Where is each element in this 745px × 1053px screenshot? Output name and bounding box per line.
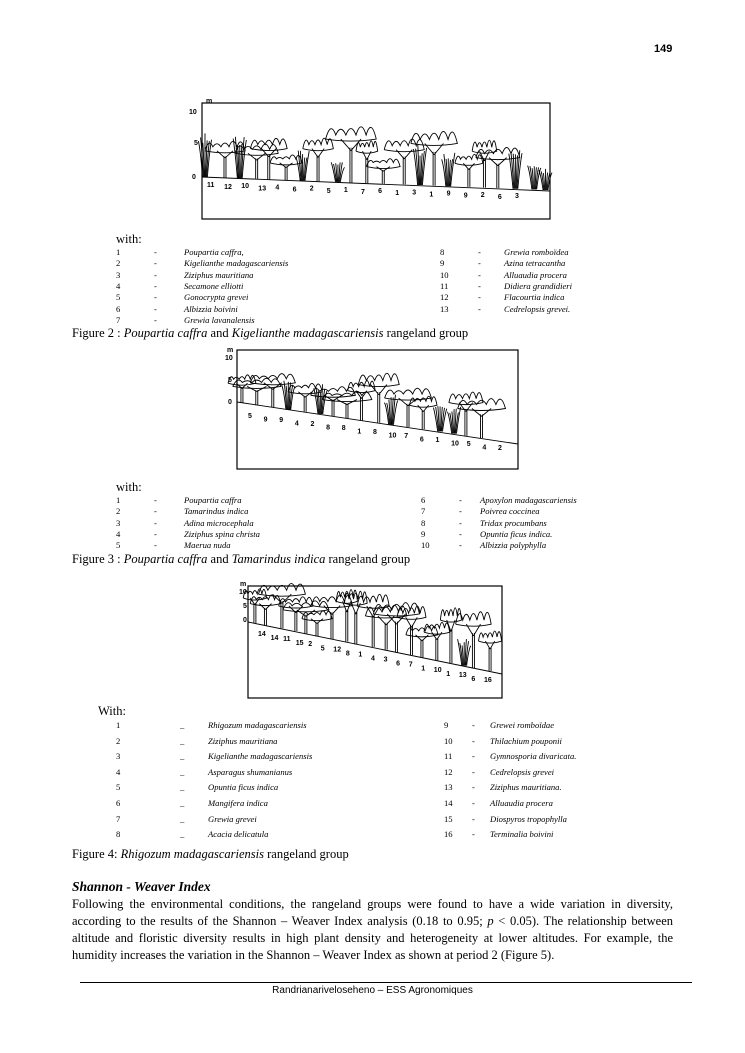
tree-trunk xyxy=(432,632,442,660)
tree-canopy xyxy=(366,159,400,169)
legend-dash: - xyxy=(478,247,481,257)
legend-dash: - xyxy=(472,720,475,730)
legend-dash: - xyxy=(154,303,157,314)
profile-species-number: 7 xyxy=(408,661,413,669)
paragraph-text-2: < 0.05). The relationship between altitude and floristic diversity results in high plant density and heterogeneity at lower altitudes. For example, the humidity increases the variation in the Shannon – Weaver Index as shown at period 2 (Figure 5). xyxy=(72,914,673,962)
legend-dash: - xyxy=(154,506,157,517)
figure-4-caption xyxy=(72,847,349,862)
legend-number: 13 xyxy=(444,782,453,793)
tree-trunk xyxy=(351,603,360,644)
profile-species-number: 9 xyxy=(446,190,451,198)
legend-dash: - xyxy=(459,506,462,517)
profile-species-number: 8 xyxy=(345,650,350,658)
tree-trunk xyxy=(377,167,390,184)
legend-species: Azina tetracantha xyxy=(504,258,566,269)
legend-number: 8 xyxy=(421,517,426,528)
tree-trunk xyxy=(378,616,395,650)
tree-trunk xyxy=(250,598,259,623)
figure-4-profile xyxy=(234,578,504,700)
legend-dash: - xyxy=(478,303,481,314)
tree-trunk xyxy=(472,408,491,438)
figure-2-ground-line xyxy=(202,177,550,191)
legend-dash: - xyxy=(472,813,475,824)
legend-species: Poivrea coccinea xyxy=(480,506,540,517)
tree-trunk xyxy=(343,601,351,641)
profile-species-number: 9 xyxy=(279,417,284,424)
legend-species: Grewia romboïdea xyxy=(504,247,569,257)
tree-canopy xyxy=(478,631,501,643)
tree-canopy xyxy=(326,127,377,141)
profile-species-number: 4 xyxy=(294,420,299,428)
tree-trunk xyxy=(341,139,361,183)
figure-4-tick-5: 5 xyxy=(243,603,247,610)
profile-species-number: 7 xyxy=(404,433,409,440)
legend-number: 7 xyxy=(421,506,426,517)
profile-species-number: 10 xyxy=(451,440,459,448)
legend-dash: _ xyxy=(180,813,185,824)
tree-canopy xyxy=(303,138,334,150)
profile-species-number: 2 xyxy=(309,185,314,193)
figure-4-caption-species-1: Rhigozum madagascariensis xyxy=(120,847,265,861)
legend-dash: - xyxy=(154,517,157,528)
tree-trunk xyxy=(298,392,312,412)
tree-trunk xyxy=(312,149,324,182)
profile-species-number: 1 xyxy=(343,186,348,194)
tree-trunk xyxy=(485,641,494,671)
legend-dash: - xyxy=(472,735,475,746)
tree-trunk xyxy=(489,158,507,189)
tree-canopy xyxy=(411,131,457,145)
tree-trunk xyxy=(459,403,473,436)
profile-species-number: 6 xyxy=(396,660,401,668)
tree-canopy xyxy=(356,141,378,153)
legend-number: 12 xyxy=(440,292,449,303)
legend-species: Opuntia ficus indica xyxy=(208,782,279,793)
profile-species-number: 5 xyxy=(466,441,471,448)
legend-species: Gymnosporia divaricata. xyxy=(490,751,577,762)
profile-species-number: 13 xyxy=(458,671,467,679)
figure-4-caption-suffix: rangeland group xyxy=(264,847,349,861)
profile-species-number: 5 xyxy=(248,413,252,420)
legend-species: Ziziphus mauritiana. xyxy=(490,782,562,793)
tree-trunk xyxy=(217,151,233,178)
legend-number: 3 xyxy=(116,269,121,280)
figure-2-caption-prefix: Figure 2 : xyxy=(72,326,124,340)
profile-species-number: 8 xyxy=(326,424,331,432)
profile-species-number: 1 xyxy=(358,651,363,659)
figure-4-axis-unit: m xyxy=(240,581,247,588)
tree-trunk xyxy=(248,153,265,179)
legend-dash: - xyxy=(472,798,475,808)
legend-species: Thilachium pouponii xyxy=(490,735,562,746)
profile-species-number: 3 xyxy=(515,193,519,200)
figure-4-tick-10: 10 xyxy=(239,589,247,596)
legend-dash: _ xyxy=(180,720,185,730)
legend-number: 1 xyxy=(116,495,121,505)
profile-species-number: 1 xyxy=(435,437,440,444)
tree-trunk xyxy=(324,395,342,416)
tree-canopy xyxy=(455,154,483,165)
legend-dash: - xyxy=(154,247,157,257)
legend-dash: - xyxy=(472,766,475,777)
profile-species-number: 6 xyxy=(497,193,502,201)
profile-species-number: 6 xyxy=(292,186,297,194)
tree-trunk xyxy=(289,606,303,631)
legend-number: 7 xyxy=(116,314,121,325)
tree-canopy xyxy=(424,622,450,634)
legend-species: Grewei romboïdae xyxy=(490,720,555,730)
footer-author: Randrianariveloseheno – ESS Agronomiques xyxy=(272,985,473,996)
legend-number: 10 xyxy=(444,735,453,746)
profile-species-number: 4 xyxy=(371,655,375,663)
legend-number: 16 xyxy=(444,829,453,840)
legend-species: Terminalia boivini xyxy=(490,829,554,840)
legend-dash: _ xyxy=(180,751,185,762)
legend-number: 14 xyxy=(444,798,453,808)
legend-number: 12 xyxy=(444,766,453,777)
legend-dash: - xyxy=(459,528,462,539)
profile-species-number: 6 xyxy=(378,188,383,196)
tree-trunk xyxy=(367,606,380,647)
profile-species-number: 9 xyxy=(463,192,468,200)
figure-2-profile xyxy=(180,95,552,225)
legend-dash: - xyxy=(478,269,481,280)
legend-species: Asparagus shumanianus xyxy=(208,766,293,777)
legend-number: 4 xyxy=(116,528,121,539)
figure-4-with-label: With: xyxy=(98,704,126,718)
profile-species-number: 2 xyxy=(308,641,313,649)
profile-species-number: 10 xyxy=(241,183,249,191)
legend-number: 2 xyxy=(116,735,121,746)
legend-number: 11 xyxy=(440,280,449,291)
profile-species-number: 12 xyxy=(333,646,342,654)
section-paragraph xyxy=(72,896,673,964)
legend-species: Rhigozum madagascariensis xyxy=(208,720,307,730)
legend-species: Albizzia polyphylla xyxy=(480,540,547,551)
legend-dash: _ xyxy=(180,798,185,808)
profile-species-number: 16 xyxy=(484,677,492,684)
legend-dash: - xyxy=(154,540,157,551)
figure-3-caption xyxy=(72,552,410,567)
profile-species-number: 7 xyxy=(361,189,365,196)
profile-species-number: 5 xyxy=(326,187,331,195)
legend-dash: - xyxy=(154,258,157,269)
figure-2-vegetation xyxy=(198,127,552,193)
legend-species: Secamone elliotti xyxy=(184,280,244,291)
legend-number: 2 xyxy=(116,506,121,517)
legend-number: 9 xyxy=(444,720,449,730)
figure-3-profile-numbers xyxy=(248,413,502,452)
legend-number: 6 xyxy=(116,798,121,808)
legend-number: 1 xyxy=(116,247,121,257)
profile-species-number: 5 xyxy=(320,645,325,653)
figure-3-caption-prefix: Figure 3 : xyxy=(72,552,124,566)
legend-species: Apoxylon madagascariensis xyxy=(480,495,577,505)
profile-species-number: 10 xyxy=(388,432,397,440)
legend-species: Kigelianthe madagascariensis xyxy=(208,751,313,762)
legend-species: Albizzia boivini xyxy=(184,303,238,314)
legend-species: Mangifera indica xyxy=(208,798,268,808)
figure-2-tick-10: 10 xyxy=(189,109,197,116)
legend-dash: - xyxy=(154,495,157,505)
legend-dash: - xyxy=(459,540,462,551)
figure-3-tick-10: 10 xyxy=(225,355,233,362)
tree-trunk xyxy=(236,383,247,403)
legend-dash: - xyxy=(478,258,481,269)
figure-2-caption-species-1: Poupartia caffra xyxy=(123,326,208,340)
legend-species: Didiera grandidieri xyxy=(504,280,573,291)
tree-trunk xyxy=(463,163,474,187)
legend-species: Flacourtia indica xyxy=(504,292,565,303)
legend-species: Opuntia ficus indica. xyxy=(480,528,553,539)
figure-4-caption-prefix: Figure 4: xyxy=(72,847,121,861)
legend-dash: _ xyxy=(180,735,185,746)
tree-trunk xyxy=(280,163,293,180)
profile-species-number: 15 xyxy=(295,640,304,648)
figure-2-tick-5: 5 xyxy=(194,140,198,147)
profile-species-number: 14 xyxy=(258,631,266,638)
legend-number: 10 xyxy=(440,269,449,280)
legend-species: Alluaudia procera xyxy=(490,798,553,808)
figure-3-caption-species-1: Poupartia caffra xyxy=(123,552,208,566)
tree-trunk xyxy=(447,620,455,663)
legend-dash: _ xyxy=(180,829,185,840)
legend-dash: - xyxy=(154,269,157,280)
legend-species: Ziziphus spina christa xyxy=(184,528,260,539)
legend-dash: - xyxy=(154,314,157,325)
legend-dash: _ xyxy=(180,782,185,793)
figure-2-with-label: with: xyxy=(116,232,142,246)
legend-species: Diospyros tropophylla xyxy=(490,813,567,824)
profile-species-number: 13 xyxy=(258,185,267,193)
figure-3-profile xyxy=(224,346,520,472)
figure-2-caption xyxy=(72,326,468,341)
profile-species-number: 3 xyxy=(383,656,388,664)
legend-number: 8 xyxy=(116,829,121,840)
footer-rule xyxy=(80,982,692,983)
figure-3-caption-mid: and xyxy=(207,552,232,566)
profile-species-number: 1 xyxy=(446,670,451,678)
profile-species-number: 2 xyxy=(480,191,485,199)
legend-number: 3 xyxy=(116,517,121,528)
legend-species: Grewia grevei xyxy=(208,813,257,824)
profile-species-number: 8 xyxy=(341,425,346,432)
tree-canopy xyxy=(312,595,353,608)
legend-species: Gonocrypta grevei xyxy=(184,292,249,303)
legend-species: Tamarindus indica xyxy=(184,506,249,517)
profile-species-number: 2 xyxy=(498,445,502,452)
legend-number: 11 xyxy=(444,751,453,762)
legend-species: Cedrelopsis grevei xyxy=(490,766,555,777)
tree-trunk xyxy=(247,386,266,405)
profile-species-number: 4 xyxy=(482,444,487,452)
figure-2-profile-numbers xyxy=(207,182,519,201)
legend-species: Kigelianthe madagascariensis xyxy=(184,258,289,269)
legend-species: Acacia delicatula xyxy=(208,829,269,840)
figure-4-tick-0: 0 xyxy=(243,617,247,624)
legend-number: 5 xyxy=(116,782,121,793)
legend-species: Cedrelopsis grevei. xyxy=(504,303,571,314)
profile-species-number: 14 xyxy=(270,635,279,643)
profile-species-number: 8 xyxy=(373,429,377,436)
profile-species-number: 6 xyxy=(419,436,424,444)
profile-species-number: 12 xyxy=(224,184,232,192)
tree-trunk xyxy=(416,635,429,658)
legend-dash: - xyxy=(154,528,157,539)
legend-species: Maerua nuda xyxy=(184,540,231,551)
profile-species-number: 9 xyxy=(263,416,268,424)
tree-canopy xyxy=(279,597,314,608)
legend-number: 4 xyxy=(116,766,121,777)
legend-species: Grewia lavanalensis xyxy=(184,314,255,325)
figure-3-tick-0: 0 xyxy=(228,399,232,406)
figure-4-profile-numbers xyxy=(258,631,492,684)
legend-number: 1 xyxy=(116,720,121,730)
figure-3-with-label: with: xyxy=(116,480,142,494)
legend-species: Alluaudia procera xyxy=(504,269,567,280)
tree-trunk xyxy=(337,400,357,419)
tree-canopy xyxy=(472,140,497,153)
legend-number: 15 xyxy=(444,813,453,824)
legend-dash: - xyxy=(154,280,157,291)
paragraph-text-1: Following the environmental conditions, the rangeland groups were found to have a wide variation in diversity, according to the results of the Shannon – Weaver Index analysis (0.18 to 0.95; xyxy=(72,897,673,928)
legend-number: 13 xyxy=(440,303,449,314)
tree-trunk xyxy=(466,624,480,668)
legend-number: 10 xyxy=(421,540,430,551)
paragraph-p-symbol: p xyxy=(487,914,494,928)
profile-species-number: 1 xyxy=(421,665,426,673)
legend-number: 9 xyxy=(421,528,426,539)
figure-3-axis-unit: m xyxy=(227,347,234,354)
legend-dash: - xyxy=(478,292,481,303)
legend-dash: - xyxy=(154,292,157,303)
tree-trunk xyxy=(311,619,323,637)
profile-species-number: 10 xyxy=(433,666,442,674)
legend-number: 6 xyxy=(116,303,121,314)
page-number: 149 xyxy=(654,43,673,55)
legend-number: 5 xyxy=(116,292,121,303)
profile-species-number: 1 xyxy=(429,191,434,199)
legend-number: 5 xyxy=(116,540,121,551)
profile-species-number: 2 xyxy=(310,421,315,428)
tree-canopy xyxy=(250,138,287,150)
profile-species-number: 4 xyxy=(275,184,280,192)
legend-dash: - xyxy=(459,495,462,505)
plant-stroke xyxy=(291,387,295,410)
legend-species: Tridax procumbans xyxy=(480,517,547,528)
legend-dash: - xyxy=(472,751,475,762)
tree-trunk xyxy=(425,143,444,185)
legend-dash: - xyxy=(478,280,481,291)
legend-species: Ziziphus mauritiana xyxy=(208,735,278,746)
profile-species-number: 11 xyxy=(283,636,291,644)
profile-species-number: 1 xyxy=(395,190,400,198)
legend-dash: - xyxy=(472,782,475,793)
figure-2-axis-unit: m xyxy=(206,98,213,105)
figure-2-caption-suffix: rangeland group xyxy=(383,326,469,340)
legend-number: 8 xyxy=(440,247,445,257)
tree-trunk xyxy=(418,405,429,429)
legend-species: Poupartia caffra, xyxy=(184,247,244,257)
legend-number: 4 xyxy=(116,280,121,291)
profile-species-number: 1 xyxy=(357,428,362,436)
figure-3-caption-suffix: rangeland group xyxy=(325,552,411,566)
tree-trunk xyxy=(399,398,418,427)
legend-dash: - xyxy=(459,517,462,528)
legend-number: 6 xyxy=(421,495,426,505)
figure-2-tick-0: 0 xyxy=(192,174,196,181)
legend-number: 7 xyxy=(116,813,121,824)
legend-number: 3 xyxy=(116,751,121,762)
legend-species: Ziziphus mauritiana xyxy=(184,269,254,280)
profile-species-number: 6 xyxy=(471,675,476,683)
legend-dash: _ xyxy=(180,766,185,777)
tree-trunk xyxy=(259,604,271,626)
figure-3-tick-5: 5 xyxy=(228,377,232,384)
legend-dash: - xyxy=(472,829,475,840)
figure-2-caption-species-2: Kigelianthe madagascariensis xyxy=(231,326,384,340)
figure-3-caption-species-2: Tamarindus indica xyxy=(231,552,326,566)
legend-species: Adina microcephala xyxy=(184,517,254,528)
section-heading: Shannon - Weaver Index xyxy=(72,879,211,894)
tree-trunk xyxy=(387,614,405,652)
figure-3-vegetation xyxy=(228,373,505,438)
profile-species-number: 3 xyxy=(412,189,417,197)
legend-species: Poupartia caffra xyxy=(184,495,242,505)
legend-number: 9 xyxy=(440,258,445,269)
legend-number: 2 xyxy=(116,258,121,269)
profile-species-number: 11 xyxy=(207,182,215,189)
figure-2-caption-mid: and xyxy=(207,326,232,340)
